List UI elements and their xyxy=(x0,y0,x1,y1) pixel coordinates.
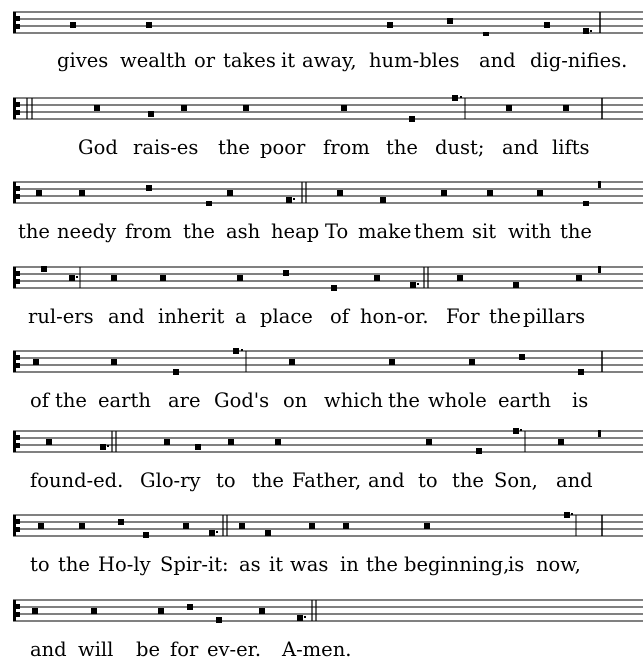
note-neume xyxy=(469,359,475,365)
note-neume xyxy=(576,275,582,281)
mora-dot xyxy=(293,198,295,200)
staff-lines xyxy=(13,263,643,291)
syllable: and xyxy=(30,638,67,661)
syllable: earth xyxy=(498,389,551,412)
note-neume xyxy=(457,275,463,281)
do-clef-icon xyxy=(13,98,20,119)
do-clef-icon xyxy=(13,600,20,621)
syllable: with xyxy=(508,220,552,243)
syllable: Spir-it: xyxy=(160,553,229,576)
staff-2 xyxy=(13,94,643,122)
note-neume xyxy=(41,266,47,272)
syllable: or xyxy=(194,49,216,72)
note-neume xyxy=(286,197,292,203)
custos xyxy=(598,430,601,437)
syllable: them xyxy=(414,220,465,243)
note-neume xyxy=(187,604,193,610)
syllable: as xyxy=(239,553,261,576)
note-neume xyxy=(46,439,52,445)
mora-dot xyxy=(216,531,218,533)
syllable: God's xyxy=(214,389,270,412)
note-neume xyxy=(118,519,124,525)
syllable: the xyxy=(18,220,50,243)
staff-4 xyxy=(13,263,643,291)
syllable: will xyxy=(78,638,114,661)
custos xyxy=(598,181,601,188)
note-neume xyxy=(216,617,222,623)
syllable: rais-es xyxy=(133,136,199,159)
note-neume xyxy=(33,359,39,365)
note-neume xyxy=(195,444,201,450)
note-neume xyxy=(227,190,233,196)
syllable: which xyxy=(324,389,383,412)
syllable: lifts xyxy=(552,136,590,159)
mora-dot xyxy=(304,616,306,618)
syllable: for xyxy=(170,638,199,661)
note-neume xyxy=(309,523,315,529)
note-neume xyxy=(237,275,243,281)
note-neume xyxy=(583,28,589,34)
do-clef-icon xyxy=(13,267,20,288)
staff-1 xyxy=(13,8,643,36)
syllable: the xyxy=(55,389,87,412)
syllable: the xyxy=(218,136,250,159)
note-neume xyxy=(79,523,85,529)
note-neume xyxy=(519,354,525,360)
syllable: to xyxy=(216,469,236,492)
syllable: pillars xyxy=(523,305,586,328)
do-clef-icon xyxy=(13,182,20,203)
staff-lines xyxy=(13,427,643,455)
custos xyxy=(598,266,601,273)
mora-dot xyxy=(107,445,109,447)
note-neume xyxy=(380,197,386,203)
staff-lines xyxy=(13,511,643,539)
note-neume xyxy=(233,348,239,354)
note-neume xyxy=(69,275,75,281)
syllable: Son, xyxy=(494,469,538,492)
note-neume xyxy=(513,428,519,434)
note-neume xyxy=(243,105,249,111)
mora-dot xyxy=(571,513,573,515)
note-neume xyxy=(206,201,212,206)
syllable: it xyxy=(269,553,284,576)
note-neume xyxy=(297,615,303,621)
do-clef-icon xyxy=(13,515,20,536)
note-neume xyxy=(410,282,416,288)
syllable: from xyxy=(125,220,172,243)
syllable: the xyxy=(560,220,592,243)
note-neume xyxy=(483,32,489,36)
syllable: are xyxy=(168,389,201,412)
syllable: found-ed. xyxy=(30,469,124,492)
note-neume xyxy=(228,439,234,445)
staff-lines xyxy=(13,596,643,624)
note-neume xyxy=(146,22,152,28)
note-neume xyxy=(563,105,569,111)
note-neume xyxy=(111,275,117,281)
note-neume xyxy=(209,530,215,536)
staff-5 xyxy=(13,347,643,375)
note-neume xyxy=(265,530,271,536)
do-clef-icon xyxy=(13,12,20,33)
mora-dot xyxy=(417,283,419,285)
syllable: of xyxy=(330,305,349,328)
syllable: ash xyxy=(226,220,261,243)
note-neume xyxy=(38,523,44,529)
note-neume xyxy=(164,439,170,445)
syllable: takes xyxy=(223,49,276,72)
mora-dot xyxy=(590,30,592,32)
syllable: dig-nifies. xyxy=(530,49,628,72)
mora-dot xyxy=(76,276,78,278)
note-neume xyxy=(181,105,187,111)
note-neume xyxy=(564,512,570,518)
syllable: and xyxy=(108,305,145,328)
syllable: needy xyxy=(57,220,117,243)
syllable: the xyxy=(366,553,398,576)
note-neume xyxy=(70,22,76,28)
note-neume xyxy=(447,18,453,24)
note-neume xyxy=(183,523,189,529)
note-neume xyxy=(36,190,42,196)
syllable: sit xyxy=(472,220,497,243)
note-neume xyxy=(558,439,564,445)
note-neume xyxy=(91,608,97,614)
note-neume xyxy=(513,282,519,288)
note-neume xyxy=(239,523,245,529)
note-neume xyxy=(158,608,164,614)
note-neume xyxy=(537,190,543,196)
syllable: make xyxy=(358,220,412,243)
note-neume xyxy=(426,439,432,445)
syllable: beginning, xyxy=(404,553,510,576)
mora-dot xyxy=(520,429,522,431)
syllable: now, xyxy=(536,553,581,576)
syllable: and xyxy=(368,469,405,492)
syllable: to xyxy=(30,553,50,576)
syllable: the xyxy=(183,220,215,243)
staff-lines xyxy=(13,8,643,36)
note-neume xyxy=(441,190,447,196)
staff-lines xyxy=(13,94,643,122)
mora-dot xyxy=(460,96,462,98)
note-neume xyxy=(387,22,393,28)
syllable: the xyxy=(452,469,484,492)
do-clef-icon xyxy=(13,431,20,452)
note-neume xyxy=(578,369,584,375)
syllable: place xyxy=(260,305,313,328)
note-neume xyxy=(94,105,100,111)
syllable: and xyxy=(502,136,539,159)
syllable: dust; xyxy=(435,136,485,159)
syllable: hon-or. xyxy=(360,305,429,328)
note-neume xyxy=(100,444,106,450)
syllable: inherit xyxy=(158,305,225,328)
syllable: A-men. xyxy=(282,638,352,661)
syllable: Father, xyxy=(292,469,362,492)
syllable: God xyxy=(78,136,118,159)
syllable: To xyxy=(325,220,349,243)
note-neume xyxy=(409,116,415,122)
staff-lines xyxy=(13,178,643,206)
syllable: was xyxy=(290,553,329,576)
syllable: away, xyxy=(302,49,357,72)
syllable: wealth xyxy=(120,49,187,72)
note-neume xyxy=(341,105,347,111)
syllable: be xyxy=(136,638,161,661)
syllable: from xyxy=(323,136,370,159)
note-neume xyxy=(143,532,149,538)
note-neume xyxy=(32,608,38,614)
syllable: and xyxy=(479,49,516,72)
note-neume xyxy=(452,95,458,101)
syllable: whole xyxy=(428,389,487,412)
note-neume xyxy=(259,608,265,614)
note-neume xyxy=(111,359,117,365)
syllable: the xyxy=(388,389,420,412)
note-neume xyxy=(283,270,289,276)
note-neume xyxy=(173,369,179,375)
note-neume xyxy=(79,190,85,196)
staff-3 xyxy=(13,178,643,206)
syllable: the xyxy=(58,553,90,576)
syllable: the xyxy=(489,305,521,328)
syllable: is xyxy=(508,553,525,576)
syllable: Ho-ly xyxy=(98,553,151,576)
syllable: and xyxy=(556,469,593,492)
syllable: earth xyxy=(98,389,151,412)
syllable: on xyxy=(283,389,308,412)
syllable: Glo-ry xyxy=(140,469,201,492)
note-neume xyxy=(146,185,152,191)
syllable: For xyxy=(446,305,480,328)
note-neume xyxy=(374,275,380,281)
staff-6 xyxy=(13,427,643,455)
note-neume xyxy=(476,448,482,454)
syllable: to xyxy=(418,469,438,492)
note-neume xyxy=(343,523,349,529)
syllable: heap xyxy=(271,220,320,243)
note-neume xyxy=(275,439,281,445)
syllable: in xyxy=(340,553,359,576)
note-neume xyxy=(506,105,512,111)
note-neume xyxy=(487,190,493,196)
note-neume xyxy=(583,201,589,206)
syllable: hum-bles xyxy=(369,49,460,72)
note-neume xyxy=(424,523,430,529)
syllable: poor xyxy=(260,136,306,159)
syllable: of xyxy=(30,389,49,412)
syllable: ev-er. xyxy=(207,638,262,661)
note-neume xyxy=(289,359,295,365)
syllable: a xyxy=(235,305,247,328)
note-neume xyxy=(389,359,395,365)
staff-7 xyxy=(13,511,643,539)
syllable: gives xyxy=(57,49,109,72)
mora-dot xyxy=(241,349,243,351)
note-neume xyxy=(544,22,550,28)
syllable: the xyxy=(252,469,284,492)
staff-lines xyxy=(13,347,643,375)
note-neume xyxy=(160,275,166,281)
syllable: the xyxy=(386,136,418,159)
syllable: is xyxy=(572,389,589,412)
note-neume xyxy=(331,285,337,291)
do-clef-icon xyxy=(13,351,20,372)
note-neume xyxy=(337,190,343,196)
syllable: rul-ers xyxy=(28,305,94,328)
note-neume xyxy=(148,111,154,117)
staff-8 xyxy=(13,596,643,624)
syllable: it xyxy=(281,49,296,72)
